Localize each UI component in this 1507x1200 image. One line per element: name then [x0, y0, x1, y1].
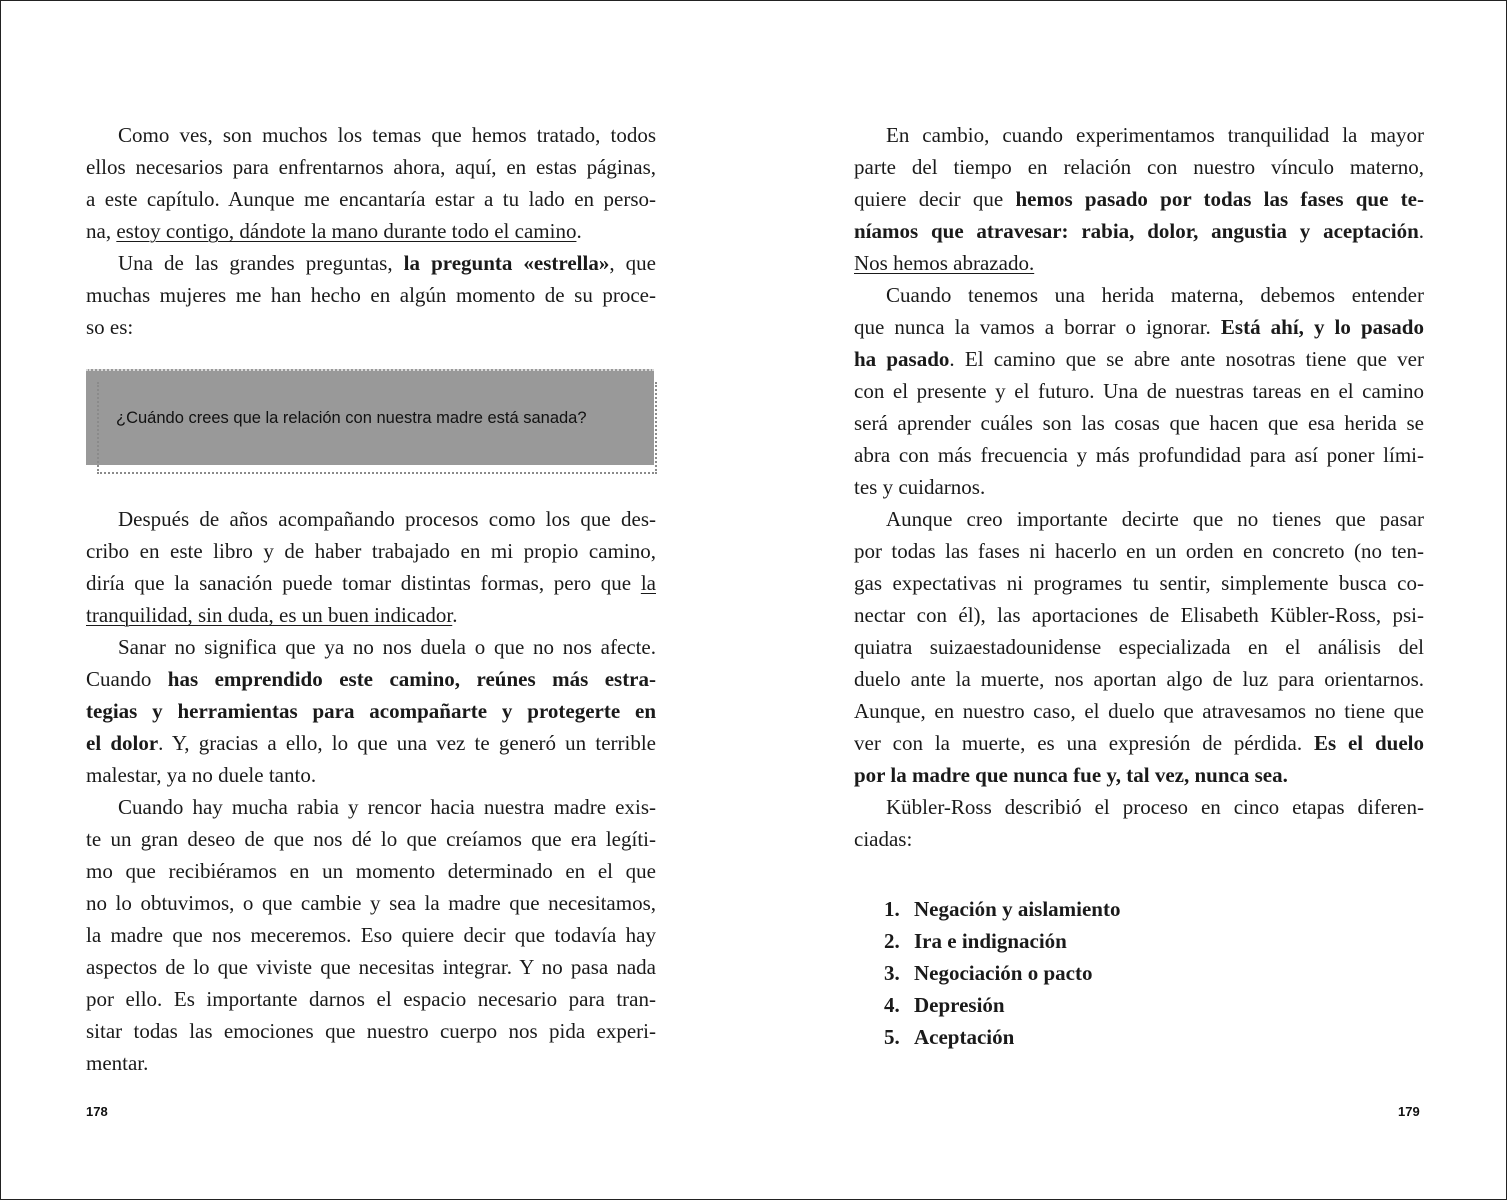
- text-line: quiatra suizaestadounidense especializada en el análisis del: [854, 635, 1424, 659]
- bold-phrase: la pregunta «estrella»: [403, 251, 610, 275]
- list-item: 3. Negociación o pacto: [884, 961, 1093, 985]
- left-page: [86, 119, 656, 1079]
- text-line: [854, 247, 1424, 279]
- text-line: por todas las fases ni hacerlo en un orden en concreto (no ten-: [854, 539, 1424, 563]
- underlined-phrase: la: [640, 571, 656, 595]
- text-line: gas expectativas ni programes tu sentir, simplemente busca co-: [854, 571, 1424, 595]
- text-line: na, estoy contigo, dándote la mano durante todo el camino.: [86, 219, 582, 243]
- text-line: sitar todas las emociones que nuestro cuerpo nos pida experi-: [86, 1019, 656, 1043]
- text-line: Cuando tenemos una herida materna, debemos entender: [886, 283, 1424, 307]
- text-line: muchas mujeres me han hecho en algún momento de su proce-: [86, 283, 656, 307]
- list-item: 2. Ira e indignación: [884, 929, 1067, 953]
- bold-phrase: ha pasado: [854, 347, 950, 371]
- page-number-left: 178: [86, 1104, 108, 1119]
- text-line: tranquilidad, sin duda, es un buen indicador.: [86, 603, 458, 627]
- bold-phrase: níamos que atravesar: rabia, dolor, angustia y aceptación: [854, 219, 1419, 243]
- text-line: abra con más frecuencia y más profundidad para así poner lími-: [854, 443, 1424, 467]
- text-line: no lo obtuvimos, o que cambie y sea la madre que necesitamos,: [86, 891, 656, 915]
- text-line: el dolor. Y, gracias a ello, lo que una vez te generó un terrible: [86, 731, 656, 755]
- text-line: Cuando has emprendido este camino, reúnes más estra-: [86, 667, 656, 691]
- text-line: Aunque creo importante decirte que no tienes que pasar: [886, 507, 1424, 531]
- bold-phrase: por la madre que nunca fue y, tal vez, nunca sea.: [854, 763, 1288, 787]
- text-line: que nunca la vamos a borrar o ignorar. Está ahí, y lo pasado: [854, 315, 1424, 339]
- underlined-phrase: estoy contigo, dándote la mano durante todo el camino: [116, 219, 577, 243]
- text-line: níamos que atravesar: rabia, dolor, angustia y aceptación.: [854, 219, 1424, 243]
- text-line: Como ves, son muchos los temas que hemos tratado, todos: [118, 123, 656, 147]
- bold-phrase: Es el duelo: [1313, 731, 1424, 755]
- list-item: 4. Depresión: [884, 993, 1005, 1017]
- text-line: nectar con él), las aportaciones de Elisabeth Kübler-Ross, psi-: [854, 603, 1424, 627]
- underlined-phrase: Nos hemos abrazado.: [854, 251, 1035, 275]
- text-line: Cuando hay mucha rabia y rencor hacia nuestra madre exis-: [118, 795, 656, 819]
- page-number-right: 179: [1398, 1104, 1420, 1119]
- text-line: a este capítulo. Aunque me encantaría estar a tu lado en perso-: [86, 187, 656, 211]
- text-line: Después de años acompañando procesos como los que des-: [118, 507, 656, 531]
- text-line: so es:: [86, 315, 134, 339]
- text-line: duelo ante la muerte, nos aportan algo de luz para orientarnos.: [854, 667, 1424, 691]
- text-line: En cambio, cuando experimentamos tranquilidad la mayor: [886, 123, 1424, 147]
- text-line: la madre que nos meceremos. Eso quiere decir que todavía hay: [86, 923, 656, 947]
- bold-phrase: hemos pasado por todas las fases que te-: [1015, 187, 1424, 211]
- text-line: ver con la muerte, es una expresión de pérdida. Es el duelo: [854, 731, 1424, 755]
- text-line: Sanar no significa que ya no nos duela o que no nos afecte.: [118, 635, 656, 659]
- list-item: 5. Aceptación: [884, 1025, 1015, 1049]
- text-line: mo que recibiéramos en un momento determinado en el que: [86, 859, 656, 883]
- list-item: 1. Negación y aislamiento: [884, 897, 1121, 921]
- text-line: parte del tiempo en relación con nuestro vínculo materno,: [854, 155, 1424, 179]
- bold-phrase: el dolor: [86, 731, 159, 755]
- bold-phrase: tegias y herramientas para acompañarte y protegerte en: [86, 699, 656, 723]
- text-line: malestar, ya no duele tanto.: [86, 763, 317, 787]
- text-line: ellos necesarios para enfrentarnos ahora, aquí, en estas páginas,: [86, 155, 656, 179]
- text-line: ha pasado. El camino que se abre ante nosotras tiene que ver: [854, 347, 1424, 371]
- callout-dotted-frame: [97, 382, 657, 474]
- underlined-phrase: tranquilidad, sin duda, es un buen indicador: [86, 603, 453, 627]
- text-line: diría que la sanación puede tomar distintas formas, pero que la: [86, 571, 656, 595]
- text-line: será aprender cuáles son las cosas que hacen que esa herida se: [854, 411, 1424, 435]
- right-page: [854, 119, 1424, 1053]
- callout-question: ¿Cuándo crees que la relación con nuestra madre está sanada?: [116, 409, 587, 427]
- text-line: tes y cuidarnos.: [854, 475, 986, 499]
- text-line: [854, 759, 1424, 791]
- text-line: quiere decir que hemos pasado por todas las fases que te-: [854, 187, 1424, 211]
- bold-phrase: Está ahí, y lo pasado: [1220, 315, 1424, 339]
- text-line: con el presente y el futuro. Una de nuestras tareas en el camino: [854, 379, 1424, 403]
- text-line: te un gran deseo de que nos dé lo que creíamos que era legíti-: [86, 827, 656, 851]
- text-line: [86, 695, 656, 727]
- text-line: ciadas:: [854, 827, 913, 851]
- text-line: Una de las grandes preguntas, la pregunta «estrella», que: [118, 251, 656, 275]
- bold-phrase: has emprendido este camino, reúnes más estra-: [167, 667, 656, 691]
- text-line: Aunque, en nuestro caso, el duelo que atravesamos no tiene que: [854, 699, 1424, 723]
- text-line: aspectos de lo que viviste que necesitas integrar. Y no pasa nada: [86, 955, 656, 979]
- text-line: por ello. Es importante darnos el espacio necesario para tran-: [86, 987, 656, 1011]
- text-line: cribo en este libro y de haber trabajado en mi propio camino,: [86, 539, 656, 563]
- stages-list: [854, 893, 1424, 1053]
- text-line: mentar.: [86, 1051, 149, 1075]
- callout-box: [86, 369, 654, 463]
- text-line: Kübler-Ross describió el proceso en cinco etapas diferen-: [886, 795, 1424, 819]
